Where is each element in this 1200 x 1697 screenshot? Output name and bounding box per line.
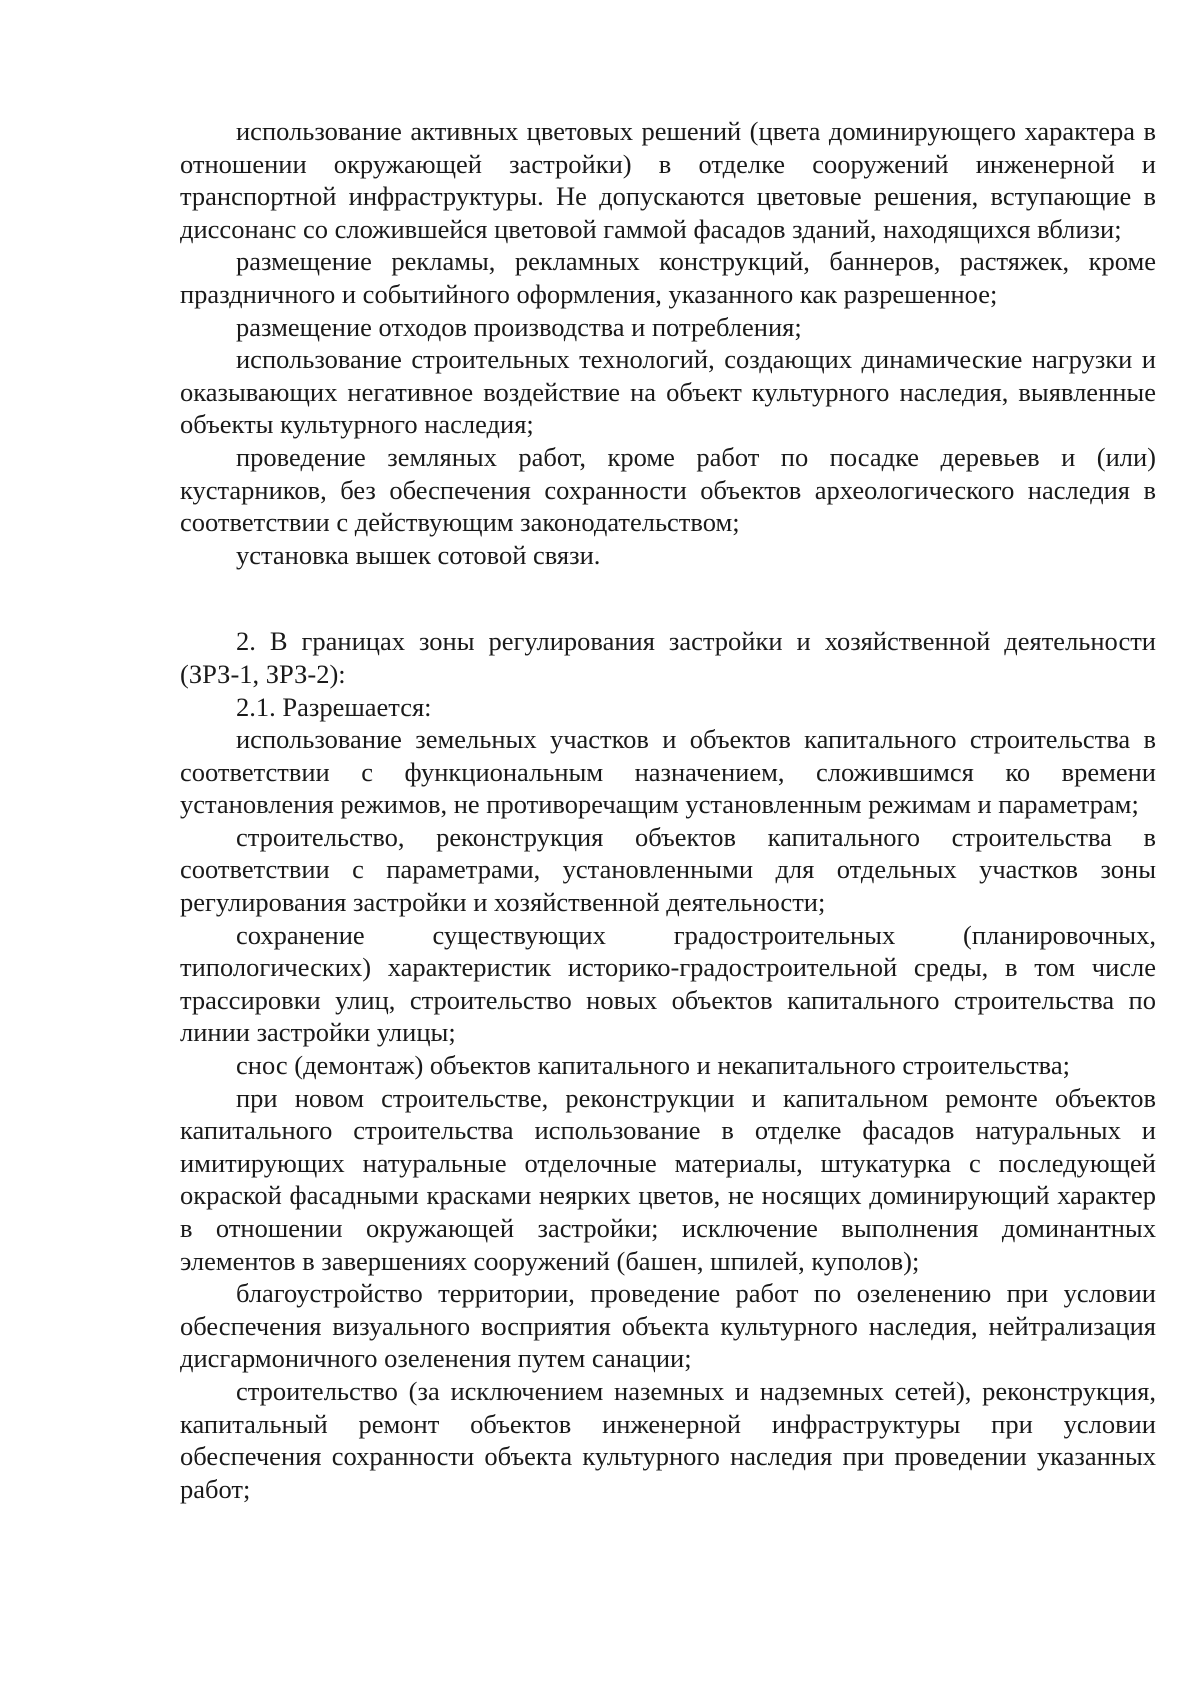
paragraph-active-colors: использование активных цветовых решений (цвета доминирующего характера в отношении окружающей застройки) в отделке сооружений инженерной и транспортной инфраструктуры. Не допускаются цветовые решения, вступающие в диссонанс со сложившейся цветовой гаммой фасадов зданий, находящихся вблизи; (180, 116, 1156, 244)
section-gap (180, 571, 1156, 625)
paragraph-earthworks: проведение земляных работ, кроме работ по посадке деревьев и (или) кустарников, без обеспечения сохранности объектов археологического наследия в соответствии с действующим законодательством; (180, 441, 1156, 538)
paragraph-advertising: размещение рекламы, рекламных конструкций, баннеров, растяжек, кроме праздничного и событийного оформления, указанного как разрешенное; (180, 246, 1156, 309)
subsection-heading-allowed: 2.1. Разрешается: (236, 691, 432, 722)
paragraph-facades: при новом строительстве, реконструкции и капитальном ремонте объектов капитального строительства использование в отделке фасадов натуральных и имитирующих натуральные отделочные материалы, штукатурка с последующей окраской фасадными красками неярких цветов, не носящих доминирующий характер в отношении окружающей застройки; исключение выполнения доминантных элементов в завершениях сооружений (башен, шпилей, куполов); (180, 1082, 1156, 1276)
document-body (180, 115, 1156, 1505)
paragraph-cell-towers: установка вышек сотовой связи. (236, 539, 601, 570)
paragraph-infrastructure: строительство (за исключением наземных и надземных сетей), реконструкция, капитальный ремонт объектов инженерной инфраструктуры при условии обеспечения сохранности объекта культурного наследия при проведении указанных работ; (180, 1375, 1156, 1504)
section-heading-zone: 2. В границах зоны регулирования застройки и хозяйственной деятельности (ЗРЗ-1, ЗРЗ-2): (180, 626, 1156, 689)
paragraph-preservation: сохранение существующих градостроительных (планировочных, типологических) характеристик историко-градостроительной среды, в том числе трассировки улиц, строительство новых объектов капитального строительства по линии застройки улицы; (180, 919, 1156, 1048)
paragraph-landscaping: благоустройство территории, проведение работ по озеленению при условии обеспечения визуального восприятия объекта культурного наследия, нейтрализация дисгармоничного озеленения путем санации; (180, 1278, 1156, 1374)
paragraph-construction-technologies: использование строительных технологий, создающих динамические нагрузки и оказывающих негативное воздействие на объект культурного наследия, выявленные объекты культурного наследия; (180, 344, 1156, 440)
paragraph-land-use: использование земельных участков и объектов капитального строительства в соответствии с функциональным назначением, сложившимся ко времени установления режимов, не противоречащим установленным режимам и параметрам; (180, 724, 1156, 820)
paragraph-demolition: снос (демонтаж) объектов капитального и некапитального строительства; (236, 1050, 1070, 1081)
paragraph-construction: строительство, реконструкция объектов капитального строительства в соответствии с параметрами, установленными для отдельных участков зоны регулирования застройки и хозяйственной деятельности; (180, 821, 1156, 918)
paragraph-waste: размещение отходов производства и потребления; (236, 311, 802, 342)
